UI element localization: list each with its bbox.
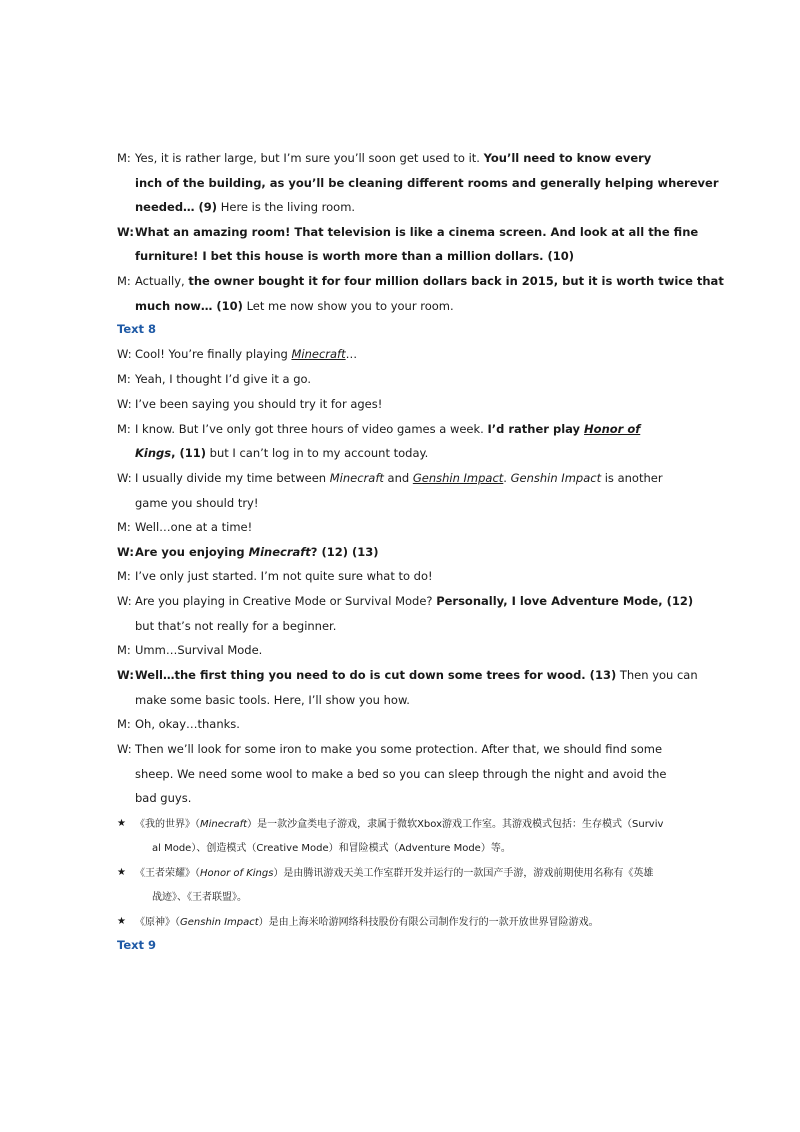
text-run: Are you playing in Creative Mode or Survival Mode? [135,594,437,608]
footnote-line [152,842,511,856]
text-run: . [503,471,511,485]
text-run: needed… (9) [135,200,218,214]
text-run: ? (12) (13) [310,545,379,559]
text-run: 《原神》（ [135,917,180,928]
text-run: Oh, okay…thanks. [135,717,240,731]
text-run: Umm…Survival Mode. [135,643,263,657]
text-run: Honor of [584,422,641,436]
text-run: Here is the living room. [217,200,356,214]
text-run: is another [601,471,663,485]
text-run: Then we’ll look for some iron to make you some protection. After that, we should find some [135,742,663,756]
text-run: You’ll need to know every [483,151,652,165]
text-run: much now… (10) [135,299,243,313]
speaker-label: W: [117,397,132,411]
text-run: Genshin Impact [180,917,259,928]
text-run: Then you can [616,668,698,682]
text-run: I know. But I’ve only got three hours of video games a week. [135,422,488,436]
text-run: Genshin Impact [412,471,504,485]
dialogue-line [117,568,433,584]
text-run: Are you enjoying [135,545,249,559]
speaker-label: W: [117,594,132,608]
dialogue-line [117,519,252,535]
footnote-line [135,818,663,832]
text-run: 《王者荣耀》（ [135,868,200,879]
text-run: game you should try! [135,496,259,510]
dialogue-line [135,298,454,314]
dialogue-line [135,692,410,708]
dialogue-line [117,741,662,757]
text-run: 战迹》、《王者联盟》。 [152,892,247,903]
dialogue-line [117,544,379,560]
text-run: Yeah, I thought I’d give it a go. [135,372,312,386]
dialogue-line [117,396,382,412]
text-run: inch of the building, as you’ll be cleaning different rooms and generally helping wherever [135,176,719,190]
text-run: and [383,471,413,485]
text-run: I’ve been saying you should try it for ages! [135,397,383,411]
text-run: Kings [135,446,172,460]
speaker-label: M: [117,372,131,386]
text-run: What an amazing room! That television is like a cinema screen. And look at all the fine [135,225,699,239]
text-run: Let me now show you to your room. [242,299,454,313]
section-heading: Text 9 [117,938,157,952]
speaker-label: M: [117,643,131,657]
text-run: Well…the first thing you need to do is cut down some trees for wood. (13) [135,668,617,682]
dialogue-line [117,642,262,658]
text-run: the owner bought it for four million dollars back in 2015, but it is worth twice that [188,274,724,288]
dialogue-line [135,618,336,634]
text-run: ）是由上海米哈游网络科技股份有限公司制作发行的一款开放世界冒险游戏。 [258,917,599,928]
text-run: Minecraft [248,545,311,559]
speaker-label: W: [117,225,134,239]
text-run: Well…one at a time! [135,520,253,534]
speaker-label: M: [117,151,131,165]
speaker-label: M: [117,274,131,288]
text-run: Actually, [135,274,189,288]
dialogue-line [135,445,428,461]
dialogue-line [135,248,574,264]
dialogue-line [117,371,311,387]
text-run: Personally, I love Adventure Mode, (12) [436,594,694,608]
star-icon: ★ [117,916,126,927]
dialogue-line [135,790,191,806]
dialogue-line [117,470,663,486]
text-run: 《我的世界》（ [135,819,200,830]
dialogue-line [117,150,651,166]
text-run: ）是一款沙盒类电子游戏，隶属于微软Xbox游戏工作室。其游戏模式包括：生存模式（Surviv [247,819,664,830]
speaker-label: W: [117,471,132,485]
dialogue-line [117,421,640,437]
text-run: Minecraft [200,819,248,830]
text-run: I’d rather play [487,422,585,436]
footnote-line [152,891,247,905]
text-run: ）是由腾讯游戏天美工作室群开发并运行的一款国产手游，游戏前期使用名称有《英雄 [273,868,654,879]
text-run: Minecraft [329,471,384,485]
text-run: but I can’t log in to my account today. [206,446,429,460]
text-run: , (11) [171,446,207,460]
dialogue-line [135,199,355,215]
star-icon: ★ [117,867,126,878]
text-run: al Mode）、创造模式（Creative Mode）和冒险模式（Adventure Mode）等。 [152,843,511,854]
footnote-line [135,916,599,930]
dialogue-line [117,224,698,240]
speaker-label: W: [117,742,132,756]
text-run: furniture! I bet this house is worth more than a million dollars. (10) [135,249,575,263]
text-run: I usually divide my time between [135,471,330,485]
dialogue-line [117,667,698,683]
dialogue-line [117,716,240,732]
text-run: Minecraft [291,347,346,361]
text-run: Honor of Kings [200,868,274,879]
dialogue-line [117,273,724,289]
text-run: Cool! You’re finally playing [135,347,292,361]
text-run: Genshin Impact [510,471,602,485]
text-run: I’ve only just started. I’m not quite sure what to do! [135,569,433,583]
text-run: sheep. We need some wool to make a bed so you can sleep through the night and avoid the [135,767,667,781]
dialogue-line [117,346,357,362]
speaker-label: M: [117,520,131,534]
speaker-label: W: [117,347,132,361]
speaker-label: W: [117,545,134,559]
text-run: but that’s not really for a beginner. [135,619,337,633]
dialogue-line [135,495,258,511]
footnote-line [135,867,653,881]
speaker-label: W: [117,668,134,682]
speaker-label: M: [117,569,131,583]
dialogue-line [135,766,667,782]
text-run: Yes, it is rather large, but I’m sure you’ll soon get used to it. [135,151,484,165]
text-run: … [345,347,358,361]
section-heading: Text 8 [117,322,157,336]
text-run: bad guys. [135,791,192,805]
text-run: make some basic tools. Here, I’ll show you how. [135,693,410,707]
speaker-label: M: [117,422,131,436]
dialogue-line [135,175,719,191]
dialogue-line [117,593,693,609]
speaker-label: M: [117,717,131,731]
star-icon: ★ [117,818,126,829]
